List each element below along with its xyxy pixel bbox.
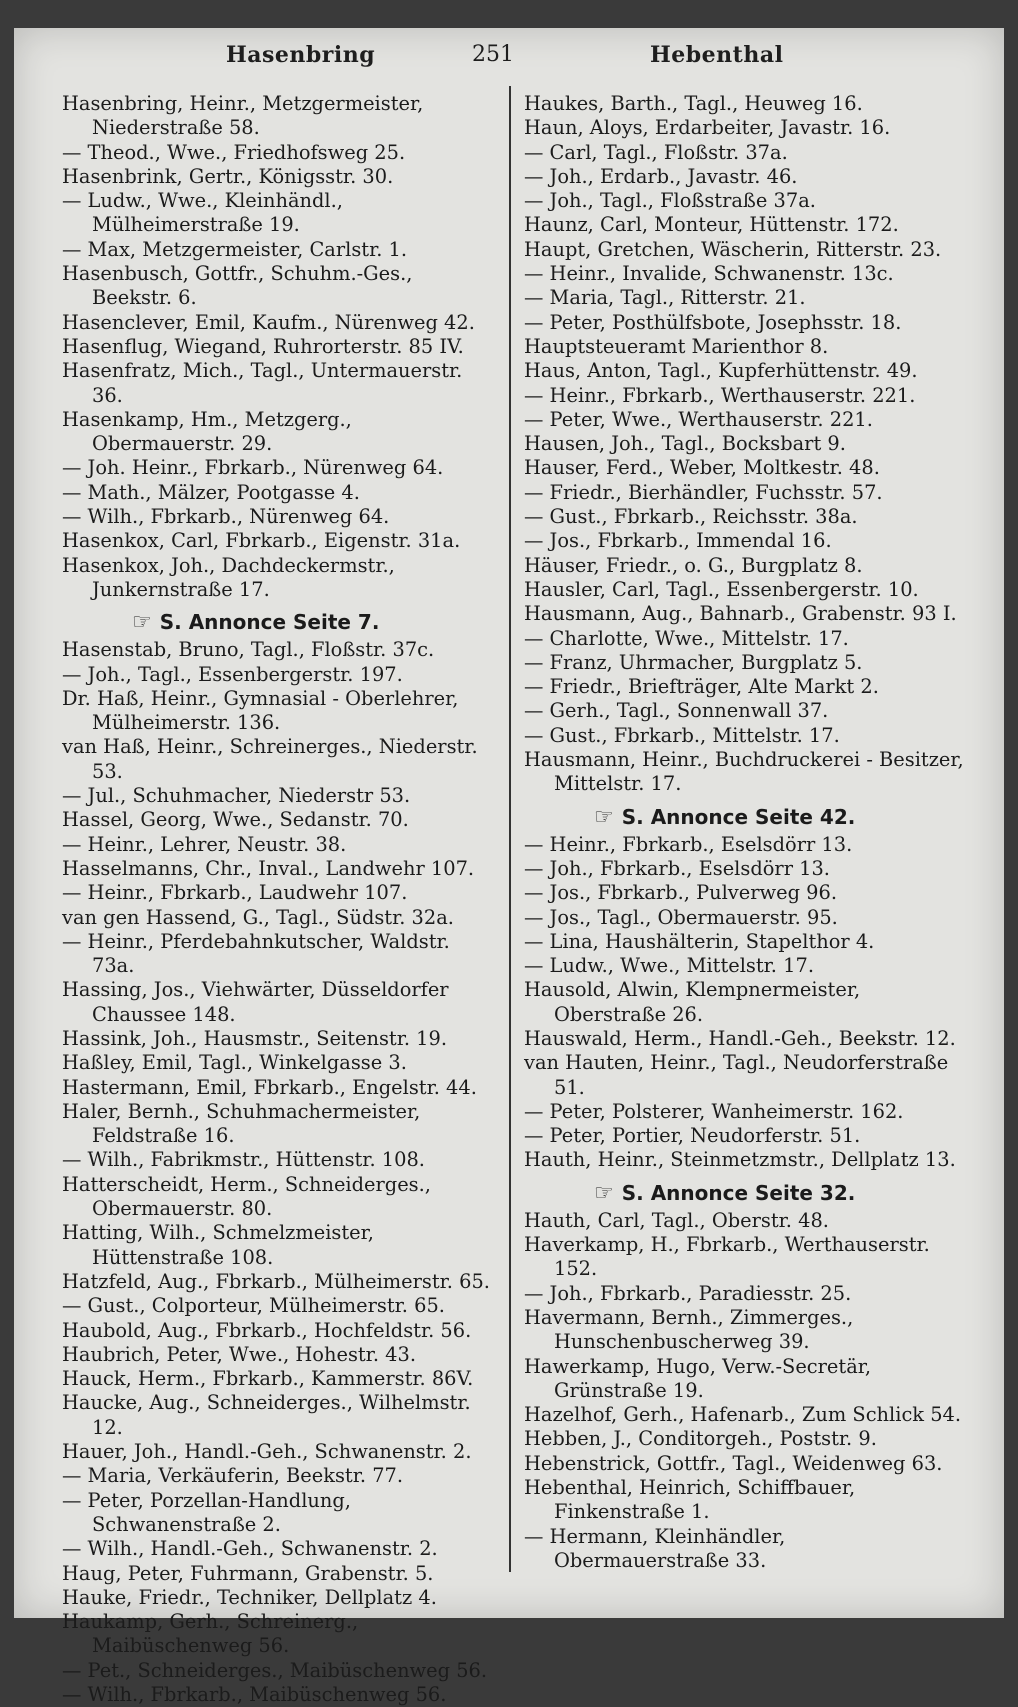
directory-page — [14, 28, 1004, 1706]
directory-entry: Hausler, Carl, Tagl., Essenbergerstr. 10. — [524, 577, 919, 601]
directory-entry: Hebben, J., Conditorgeh., Poststr. 9. — [524, 1427, 877, 1451]
directory-entry: — Pet., Schneiderges., Maibüschenweg 56. — [62, 1658, 488, 1682]
directory-entry: — Friedr., Briefträger, Alte Markt 2. — [524, 675, 879, 699]
directory-entry: — Peter, Posthülfsbote, Josephsstr. 18. — [524, 310, 902, 334]
directory-entry: Haßley, Emil, Tagl., Winkelgasse 3. — [62, 1051, 407, 1075]
directory-entry: Hasenbring, Heinr., Metzgermeister, Niederstraße 58. — [62, 92, 424, 140]
directory-entry: Dr. Haß, Heinr., Gymnasial - Oberlehrer, Mülheimerstr. 136. — [62, 686, 459, 735]
directory-entry: — Heinr., Fbrkarb., Werthauserstr. 221. — [524, 383, 916, 407]
directory-entry: van gen Hassend, G., Tagl., Südstr. 32a. — [62, 905, 454, 929]
directory-entry: Hazelhof, Gerh., Hafenarb., Zum Schlick 54. — [524, 1403, 962, 1427]
directory-entry: Hawerkamp, Hugo, Verw.-Secretär, Grünstraße 19. — [524, 1354, 872, 1402]
directory-entry: Hauke, Friedr., Techniker, Dellplatz 4. — [62, 1585, 437, 1609]
annonce-text: S. Annonce Seite 32. — [621, 1180, 856, 1205]
directory-entry: Havermann, Bernh., Zimmerges., Hunschenbuscherweg 39. — [524, 1305, 854, 1354]
annonce-reference — [524, 797, 964, 833]
directory-entry: Hausold, Alwin, Klempnermeister, Oberstraße 26. — [524, 978, 861, 1026]
directory-entry: — Charlotte, Wwe., Mittelstr. 17. — [524, 626, 849, 650]
directory-entry: Hasenkox, Joh., Dachdeckermstr., Junkernstraße 17. — [62, 553, 395, 601]
directory-entry: Hauth, Heinr., Steinmetzmstr., Dellplatz 13. — [524, 1148, 956, 1172]
directory-entry: — Jul., Schuhmacher, Niederstr 53. — [62, 784, 411, 808]
directory-entry: Haukamp, Gerh., Schreinerg., Maibüschenweg 56. — [62, 1610, 359, 1658]
directory-entry: Haverkamp, H., Fbrkarb., Werthauserstr. 152. — [524, 1233, 930, 1281]
directory-entry: Hasenkox, Carl, Fbrkarb., Eigenstr. 31a. — [62, 529, 461, 553]
directory-entry: Haubrich, Peter, Wwe., Hohestr. 43. — [62, 1342, 416, 1366]
directory-entry: Hauer, Joh., Handl.-Geh., Schwanenstr. 2. — [62, 1440, 472, 1464]
directory-entry: Hausen, Joh., Tagl., Bocksbart 9. — [524, 432, 846, 456]
directory-entry: van Haß, Heinr., Schreinerges., Niederstr. 53. — [62, 735, 478, 783]
directory-entry: — Gust., Colporteur, Mülheimerstr. 65. — [62, 1294, 445, 1318]
directory-entry: — Peter, Porzellan-Handlung, Schwanenstraße 2. — [62, 1488, 351, 1536]
directory-entry: — Jos., Tagl., Obermauerstr. 95. — [524, 905, 838, 929]
pointing-hand-icon: ☞ — [594, 804, 614, 830]
pointing-hand-icon: ☞ — [594, 1180, 614, 1206]
directory-entry: Hatzfeld, Aug., Fbrkarb., Mülheimerstr. 65. — [62, 1269, 490, 1293]
directory-entry: Hebenstrick, Gottfr., Tagl., Weidenweg 63. — [524, 1451, 943, 1475]
directory-entry: — Heinr., Pferdebahnkutscher, Waldstr. 73a. — [62, 929, 450, 978]
directory-entry: Hassing, Jos., Viehwärter, Düsseldorfer Chaussee 148. — [62, 978, 449, 1026]
pointing-hand-icon: ☞ — [132, 610, 152, 636]
directory-entry: — Hermann, Kleinhändler, Obermauerstraße 33. — [524, 1524, 786, 1572]
directory-entry: Hasenbrink, Gertr., Königsstr. 30. — [62, 164, 394, 188]
directory-entry: — Wilh., Handl.-Geh., Schwanenstr. 2. — [62, 1537, 438, 1561]
header-left-keyword: Hasenbring — [226, 42, 376, 68]
directory-entry: Hauck, Herm., Fbrkarb., Kammerstr. 86V. — [62, 1367, 474, 1391]
directory-entry: Haug, Peter, Fuhrmann, Grabenstr. 5. — [62, 1561, 434, 1585]
directory-entry: — Ludw., Wwe., Mittelstr. 17. — [524, 954, 814, 978]
directory-entry: Haupt, Gretchen, Wäscherin, Ritterstr. 23. — [524, 237, 942, 261]
annonce-text: S. Annonce Seite 7. — [159, 610, 380, 635]
directory-entry: Hastermann, Emil, Fbrkarb., Engelstr. 44. — [62, 1075, 477, 1099]
directory-entry: Hasenstab, Bruno, Tagl., Floßstr. 37c. — [62, 638, 435, 662]
directory-entry: — Wilh., Fabrikmstr., Hüttenstr. 108. — [62, 1148, 425, 1172]
directory-entry: — Wilh., Fbrkarb., Nürenweg 64. — [62, 505, 390, 529]
directory-entry: — Ludw., Wwe., Kleinhändl., Mülheimerstraße 19. — [62, 189, 343, 237]
directory-entry: Hatterscheidt, Herm., Schneiderges., Obermauerstr. 80. — [62, 1172, 431, 1221]
directory-entry: — Joh. Heinr., Fbrkarb., Nürenweg 64. — [62, 456, 444, 480]
directory-entry: — Math., Mälzer, Pootgasse 4. — [62, 480, 360, 504]
directory-entry: — Joh., Erdarb., Javastr. 46. — [524, 164, 798, 188]
left-column — [62, 92, 494, 1707]
directory-entry: — Joh., Fbrkarb., Eselsdörr 13. — [524, 856, 830, 880]
directory-entry: Hasenflug, Wiegand, Ruhrorterstr. 85 IV. — [62, 334, 464, 358]
directory-entry: Hasenfratz, Mich., Tagl., Untermauerstr. 36. — [62, 359, 463, 407]
directory-entry: Haucke, Aug., Schneiderges., Wilhelmstr. 12. — [62, 1391, 471, 1439]
annonce-text: S. Annonce Seite 42. — [621, 804, 856, 829]
directory-entry: Hauptsteueramt Marienthor 8. — [524, 334, 829, 358]
directory-entry: Haukes, Barth., Tagl., Heuweg 16. — [524, 92, 863, 115]
directory-entry: — Peter, Polsterer, Wanheimerstr. 162. — [524, 1099, 904, 1123]
directory-entry: Hauth, Carl, Tagl., Oberstr. 48. — [524, 1208, 829, 1232]
directory-entry: — Maria, Verkäuferin, Beekstr. 77. — [62, 1464, 404, 1488]
directory-entry: — Heinr., Fbrkarb., Eselsdörr 13. — [524, 832, 853, 856]
directory-entry: — Lina, Haushälterin, Stapelthor 4. — [524, 929, 875, 953]
directory-entry: — Joh., Tagl., Essenbergerstr. 197. — [62, 662, 403, 686]
directory-entry: — Gerh., Tagl., Sonnenwall 37. — [524, 699, 829, 723]
page-number: 251 — [472, 42, 514, 67]
directory-entry: — Jos., Fbrkarb., Pulverweg 96. — [524, 881, 837, 905]
directory-entry: Hasenbusch, Gottfr., Schuhm.-Ges., Beekstr. 6. — [62, 262, 413, 310]
directory-entry: Hassel, Georg, Wwe., Sedanstr. 70. — [62, 808, 409, 832]
directory-entry: Haun, Aloys, Erdarbeiter, Javastr. 16. — [524, 116, 891, 140]
directory-entry: Hatting, Wilh., Schmelzmeister, Hüttenstraße 108. — [62, 1221, 374, 1269]
directory-entry: Häuser, Friedr., o. G., Burgplatz 8. — [524, 553, 863, 577]
directory-entry: Hasenclever, Emil, Kaufm., Nürenweg 42. — [62, 310, 475, 334]
directory-entry: Haunz, Carl, Monteur, Hüttenstr. 172. — [524, 213, 899, 237]
directory-entry: Hauswald, Herm., Handl.-Geh., Beekstr. 12. — [524, 1026, 956, 1050]
directory-entry: — Friedr., Bierhändler, Fuchsstr. 57. — [524, 480, 883, 504]
directory-entry: — Heinr., Lehrer, Neustr. 38. — [62, 832, 347, 856]
annonce-reference — [62, 602, 494, 638]
directory-entry: Hassink, Joh., Hausmstr., Seitenstr. 19. — [62, 1026, 447, 1050]
directory-entry: Hausmann, Aug., Bahnarb., Grabenstr. 93 I. — [524, 602, 957, 626]
directory-entry: — Heinr., Invalide, Schwanenstr. 13c. — [524, 262, 894, 286]
directory-entry: — Franz, Uhrmacher, Burgplatz 5. — [524, 650, 863, 674]
directory-entry: — Peter, Portier, Neudorferstr. 51. — [524, 1124, 861, 1148]
directory-entry: Hebenthal, Heinrich, Schiffbauer, Finkenstraße 1. — [524, 1476, 856, 1524]
directory-entry: — Gust., Fbrkarb., Reichsstr. 38a. — [524, 505, 858, 529]
directory-entry: — Joh., Fbrkarb., Paradiesstr. 25. — [524, 1281, 852, 1305]
directory-entry: — Peter, Wwe., Werthauserstr. 221. — [524, 407, 873, 431]
directory-entry: — Carl, Tagl., Floßstr. 37a. — [524, 140, 788, 164]
directory-entry: — Joh., Tagl., Floßstraße 37a. — [524, 189, 816, 213]
directory-entry: Haus, Anton, Tagl., Kupferhüttenstr. 49. — [524, 359, 918, 383]
column-divider — [509, 86, 511, 1572]
page-header — [14, 42, 1004, 82]
annonce-reference — [524, 1173, 964, 1209]
directory-entry: — Theod., Wwe., Friedhofsweg 25. — [62, 140, 406, 164]
directory-entry: — Heinr., Fbrkarb., Laudwehr 107. — [62, 881, 408, 905]
directory-entry: Haubold, Aug., Fbrkarb., Hochfeldstr. 56. — [62, 1318, 472, 1342]
directory-entry: — Jos., Fbrkarb., Immendal 16. — [524, 529, 832, 553]
directory-entry: — Wilh., Fbrkarb., Maibüschenweg 56. — [62, 1683, 447, 1706]
directory-entry: Hasselmanns, Chr., Inval., Landwehr 107. — [62, 856, 475, 880]
header-right-keyword: Hebenthal — [650, 42, 784, 68]
directory-entry: Hauser, Ferd., Weber, Moltkestr. 48. — [524, 456, 880, 480]
directory-entry: Hausmann, Heinr., Buchdruckerei - Besitzer, Mittelstr. 17. — [524, 748, 964, 796]
directory-entry: — Gust., Fbrkarb., Mittelstr. 17. — [524, 723, 840, 747]
directory-entry: — Max, Metzgermeister, Carlstr. 1. — [62, 237, 408, 261]
directory-entry: Haler, Bernh., Schuhmachermeister, Feldstraße 16. — [62, 1099, 421, 1148]
directory-entry: Hasenkamp, Hm., Metzgerg., Obermauerstr. 29. — [62, 407, 352, 456]
directory-entry: — Maria, Tagl., Ritterstr. 21. — [524, 286, 806, 310]
directory-entry: van Hauten, Heinr., Tagl., Neudorferstraße 51. — [524, 1051, 949, 1099]
right-column — [524, 92, 964, 1573]
